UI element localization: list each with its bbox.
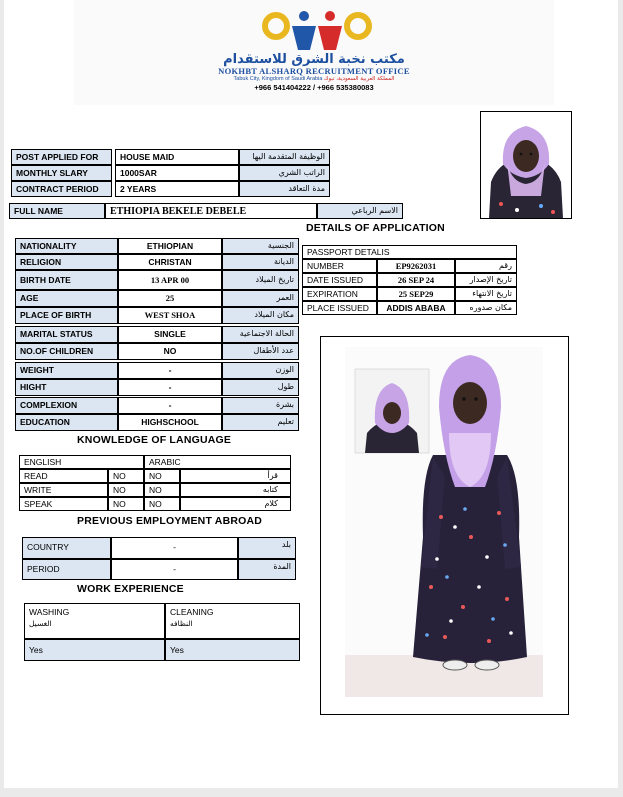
language-arabic-2: NO <box>144 497 180 511</box>
language-col-english: ENGLISH <box>19 455 144 469</box>
language-arabic-0: NO <box>144 469 180 483</box>
personal-value-0: ETHIOPIAN <box>118 238 222 254</box>
post-label-2: CONTRACT PERIOD <box>11 181 112 197</box>
personal-value-4: WEST SHOA <box>118 307 222 324</box>
experience-en-1: CLEANING <box>170 607 214 617</box>
language-label-2: SPEAK <box>19 497 108 511</box>
personal-value-6: NO <box>118 343 222 360</box>
office-location-ar: المملكة العربية السعودية، تبوك <box>323 76 395 82</box>
post-ar-1: الراتب الشري <box>239 165 330 181</box>
post-ar-2: مدة التعاقد <box>239 181 330 197</box>
post-value-2: 2 YEARS <box>115 181 239 197</box>
employment-value-0: - <box>111 537 238 559</box>
personal-ar-1: الديانة <box>222 254 299 270</box>
personal-label-3: AGE <box>15 290 118 307</box>
employment-ar-1: المدة <box>238 559 296 580</box>
personal-ar-4: مكان الميلاد <box>222 307 299 324</box>
language-arabic-1: NO <box>144 483 180 497</box>
full-name-ar: الاسم الرباعي <box>317 203 403 219</box>
language-label-0: READ <box>19 469 108 483</box>
applicant-fullbody-icon <box>321 337 568 714</box>
office-location-en: Tabuk City, Kingdom of Saudi Arabia <box>233 76 323 82</box>
personal-ar-7: الوزن <box>222 362 299 379</box>
language-ar-0: قرأ <box>180 469 291 483</box>
personal-value-7: - <box>118 362 222 379</box>
personal-label-0: NATIONALITY <box>15 238 118 254</box>
post-ar-0: الوظيفة المتقدمة اليها <box>239 149 330 165</box>
passport-ar-0: رقم <box>455 259 517 273</box>
personal-ar-6: عدد الأطفال <box>222 343 299 360</box>
passport-value-0: EP9262031 <box>377 259 455 273</box>
passport-title: PASSPORT DETALIS <box>302 245 517 259</box>
office-phones: +966 541404222 / +966 535380083 <box>254 83 374 92</box>
personal-value-9: - <box>118 397 222 414</box>
employment-value-1: - <box>111 559 238 580</box>
office-logo-icon <box>262 4 372 52</box>
personal-label-7: WEIGHT <box>15 362 118 379</box>
personal-label-1: RELIGION <box>15 254 118 270</box>
personal-label-8: HIGHT <box>15 379 118 396</box>
passport-value-3: ADDIS ABABA <box>377 301 455 315</box>
post-value-0: HOUSE MAID <box>115 149 239 165</box>
language-ar-2: كلام <box>180 497 291 511</box>
personal-ar-8: طول <box>222 379 299 396</box>
personal-value-2: 13 APR 00 <box>118 270 222 290</box>
experience-value-0: Yes <box>24 639 165 661</box>
passport-label-3: PLACE ISSUED <box>302 301 377 315</box>
personal-label-6: NO.OF CHILDREN <box>15 343 118 360</box>
experience-heading: WORK EXPERIENCE <box>77 583 184 595</box>
personal-value-5: SINGLE <box>118 326 222 343</box>
personal-label-2: BIRTH DATE <box>15 270 118 290</box>
language-english-2: NO <box>108 497 144 511</box>
personal-ar-3: العمر <box>222 290 299 307</box>
passport-label-0: NUMBER <box>302 259 377 273</box>
language-label-1: WRITE <box>19 483 108 497</box>
personal-value-3: 25 <box>118 290 222 307</box>
full-name-label: FULL NAME <box>9 203 105 219</box>
application-page <box>4 0 618 788</box>
office-english-name: NOKHBT ALSHARQ RECRUITMENT OFFICE <box>218 66 410 76</box>
experience-ar-0: الغسيل <box>29 618 52 628</box>
experience-ar-1: النظافه <box>170 618 193 628</box>
passport-value-2: 25 SEP29 <box>377 287 455 301</box>
post-value-1: 1000SAR <box>115 165 239 181</box>
experience-en-0: WASHING <box>29 607 70 617</box>
experience-value-1: Yes <box>165 639 300 661</box>
applicant-photo-small <box>480 111 572 219</box>
language-ar-1: كتابه <box>180 483 291 497</box>
experience-item-0 <box>24 603 165 639</box>
employment-heading: PREVIOUS EMPLOYMENT ABROAD <box>77 515 263 527</box>
personal-value-10: HIGHSCHOOL <box>118 414 222 431</box>
language-english-1: NO <box>108 483 144 497</box>
personal-label-10: EDUCATION <box>15 414 118 431</box>
language-heading: KNOWLEDGE OF LANGUAGE <box>77 434 232 446</box>
applicant-photo-full <box>320 336 569 715</box>
post-label-1: MONTHLY SLARY <box>11 165 112 181</box>
passport-ar-1: تاريخ الإصدار <box>455 273 517 287</box>
personal-label-9: COMPLEXION <box>15 397 118 414</box>
passport-label-2: EXPIRATION <box>302 287 377 301</box>
applicant-portrait-icon <box>481 112 571 218</box>
personal-value-8: - <box>118 379 222 396</box>
experience-item-1 <box>165 603 300 639</box>
personal-ar-0: الجنسية <box>222 238 299 254</box>
employment-ar-0: بلد <box>238 537 296 559</box>
office-header <box>74 0 554 105</box>
passport-ar-2: تاريخ الانتهاء <box>455 287 517 301</box>
personal-label-5: MARITAL STATUS <box>15 326 118 343</box>
personal-ar-5: الحالة الاجتماعية <box>222 326 299 343</box>
office-arabic-name: مكتب نخبة الشرق للاستقدام <box>223 52 405 67</box>
language-col-arabic: ARABIC <box>144 455 291 469</box>
language-english-0: NO <box>108 469 144 483</box>
personal-label-4: PLACE OF BIRTH <box>15 307 118 324</box>
employment-label-0: COUNTRY <box>22 537 111 559</box>
details-heading: DETAILS OF APPLICATION <box>306 222 445 234</box>
full-name-value: ETHIOPIA BEKELE DEBELE <box>105 203 317 219</box>
post-label-0: POST APPLIED FOR <box>11 149 112 165</box>
personal-ar-10: تعليم <box>222 414 299 431</box>
passport-label-1: DATE ISSUED <box>302 273 377 287</box>
passport-ar-3: مكان صدوره <box>455 301 517 315</box>
personal-ar-9: بشرة <box>222 397 299 414</box>
passport-value-1: 26 SEP 24 <box>377 273 455 287</box>
personal-value-1: CHRISTAN <box>118 254 222 270</box>
personal-ar-2: تاريخ الميلاد <box>222 270 299 290</box>
employment-label-1: PERIOD <box>22 559 111 580</box>
